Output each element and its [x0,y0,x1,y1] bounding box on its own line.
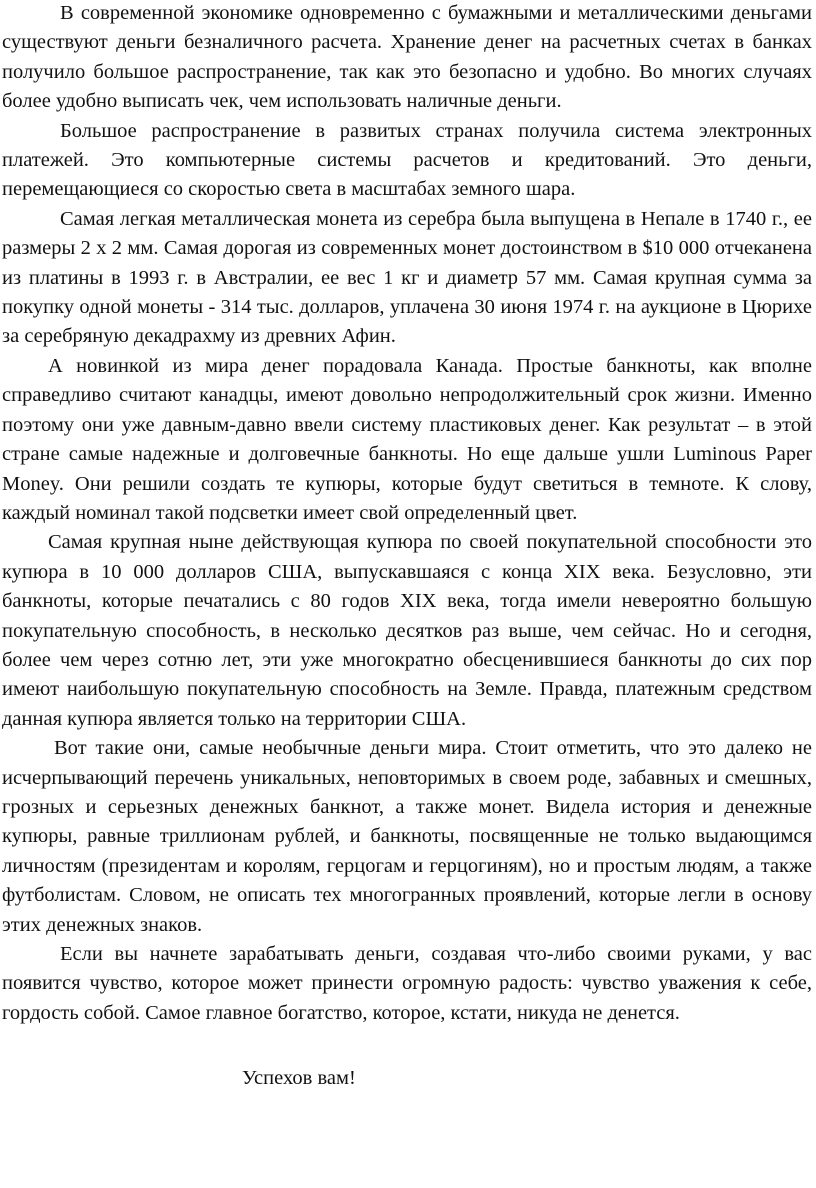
paragraph-cashless-money: В современной экономике одновременно с бумажными и металлическими деньгами существуют деньги безналичного расчета. Хранение денег на расчетных счетах в банках получило большое распространение, так как это безопасно и удобно. Во многих случаях более удобно выписать чек, чем использовать наличные деньги. [2,2,812,113]
paragraph-electronic-payments: Большое распространение в развитых странах получила система электронных платежей. Это компьютерные системы расчетов и кредитований. Это деньги, перемещающиеся со скоростью света в масштабах земного шара. [2,119,812,201]
closing-wish: Успехов вам! [242,1067,356,1090]
paragraph-canada: А новинкой из мира денег порадовала Канада. Простые банкноты, как вполне справедливо считают канадцы, имеют довольно непродолжительный срок жизни. Именно поэтому они уже давным-давно ввели систему пластиковых денег. Как результат – в этой стране самые надежные и долговечные банкноты. Но еще дальше ушли Luminous Paper Money. Они решили создать те купюры, которые будут светиться в темноте. К слову, каждый номинал такой подсветки имеет свой определенный цвет. [2,354,812,524]
paragraph-coins: Самая легкая металлическая монета из серебра была выпущена в Непале в 1740 г., ее размеры 2 х 2 мм. Самая дорогая из современных монет достоинством в $10 000 отчеканена из платины в 1993 г. в Австралии, ее вес 1 кг и диаметр 57 мм. Самая крупная сумма за покупку одной монеты - 314 тыс. долларов, уплачена 30 июня 1974 г. на аукционе в Цюрихе за серебряную декадрахму из древних Афин. [2,207,812,348]
paragraph-usa-banknote: Самая крупная ныне действующая купюра по своей покупательной способности это купюра в 10 000 долларов США, выпускавшаяся с конца XIX века. Безусловно, эти банкноты, которые печатались с 80 годов XIX века, тогда имели невероятно большую покупательную способность, в несколько десятков раз выше, чем сейчас. Но и сегодня, более чем через сотню лет, эти уже многократно обесценившиеся банкноты до сих пор имеют наибольшую покупательную способность на Земле. Правда, платежным средством данная купюра является только на территории США. [2,531,812,730]
paragraph-earning-money: Если вы начнете зарабатывать деньги, создавая что-либо своими руками, у вас появится чувство, которое может принести огромную радость: чувство уважения к себе, гордость собой. Самое главное богатство, которое, кстати, никуда не денется. [2,943,812,1024]
paragraph-unusual-money: Вот такие они, самые необычные деньги мира. Стоит отметить, что это далеко не исчерпывающий перечень уникальных, неповторимых в своем роде, забавных и смешных, грозных и серьезных денежных банкнот, а также монет. Видела история и денежные купюры, равные триллионам рублей, и банкноты, посвященные не только выдающимся личностям (президентам и королям, герцогам и герцогиням), но и простым людям, а также футболистам. Словом, не описать тех многогранных проявлений, которые легли в основу этих денежных знаков. [2,737,812,936]
